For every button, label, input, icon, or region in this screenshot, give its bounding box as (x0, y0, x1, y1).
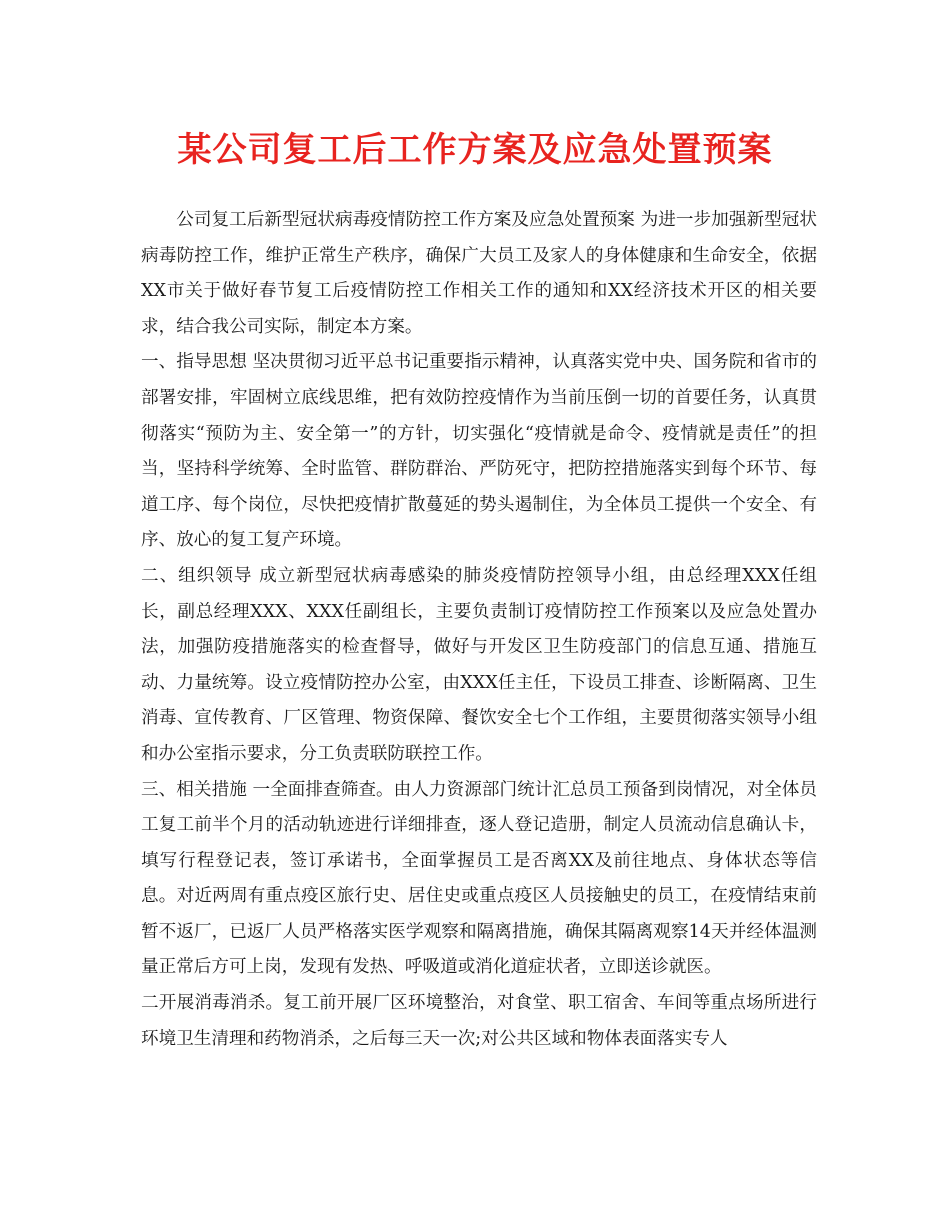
document-body (141, 203, 817, 1057)
intro-paragraph: 公司复工后新型冠状病毒疫情防控工作方案及应急处置预案 为进一步加强新型冠状病毒防控工作，维护正常生产秩序，确保广大员工及家人的身体健康和生命安全，依据XX市关于做好春节复工后疫情防控工作相关工作的通知和XX经济技术开区的相关要求，结合我公司实际，制定本方案。 (141, 210, 817, 337)
document-title: 某公司复工后工作方案及应急处置预案 (177, 130, 773, 170)
section-related-measures: 三、相关措施 一全面排查筛查。由人力资源部门统计汇总员工预备到岗情况，对全体员工复工前半个月的活动轨迹进行详细排查，逐人登记造册，制定人员流动信息确认卡，填写行程登记表，签订承诺书，全面掌握员工是否离XX及前往地点、身体状态等信息。对近两周有重点疫区旅行史、居住史或重点疫区人员接触史的员工，在疫情结束前暂不返厂，已返厂人员严格落实医学观察和隔离措施，确保其隔离观察14天并经体温测量正常后方可上岗，发现有发热、呼吸道或消化道症状者，立即送诊就医。 (141, 779, 817, 978)
section-guiding-thought: 一、指导思想 坚决贯彻习近平总书记重要指示精神，认真落实党中央、国务院和省市的部署安排，牢固树立底线思维，把有效防控疫情作为当前压倒一切的首要任务，认真贯彻落实“预防为主、安全第一”的方针，切实强化“疫情就是命令、疫情就是责任”的担当，坚持科学统筹、全时监管、群防群治、严防死守，把防控措施落实到每个环节、每道工序、每个岗位，尽快把疫情扩散蔓延的势头遏制住，为全体员工提供一个安全、有序、放心的复工复产环境。 (141, 352, 817, 551)
section-disinfection: 二开展消毒消杀。复工前开展厂区环境整治，对食堂、职工宿舍、车间等重点场所进行环境卫生清理和药物消杀，之后每三天一次;对公共区域和物体表面落实专人 (141, 993, 817, 1049)
section-organization-leadership: 二、组织领导 成立新型冠状病毒感染的肺炎疫情防控领导小组，由总经理XXX任组长，副总经理XXX、XXX任副组长，主要负责制订疫情防控工作预案以及应急处置办法，加强防疫措施落实的检查督导，做好与开发区卫生防疫部门的信息互通、措施互动、力量统筹。设立疫情防控办公室，由XXX任主任，下设员工排查、诊断隔离、卫生消毒、宣传教育、厂区管理、物资保障、餐饮安全七个工作组，主要贯彻落实领导小组和办公室指示要求，分工负责联防联控工作。 (141, 565, 817, 764)
